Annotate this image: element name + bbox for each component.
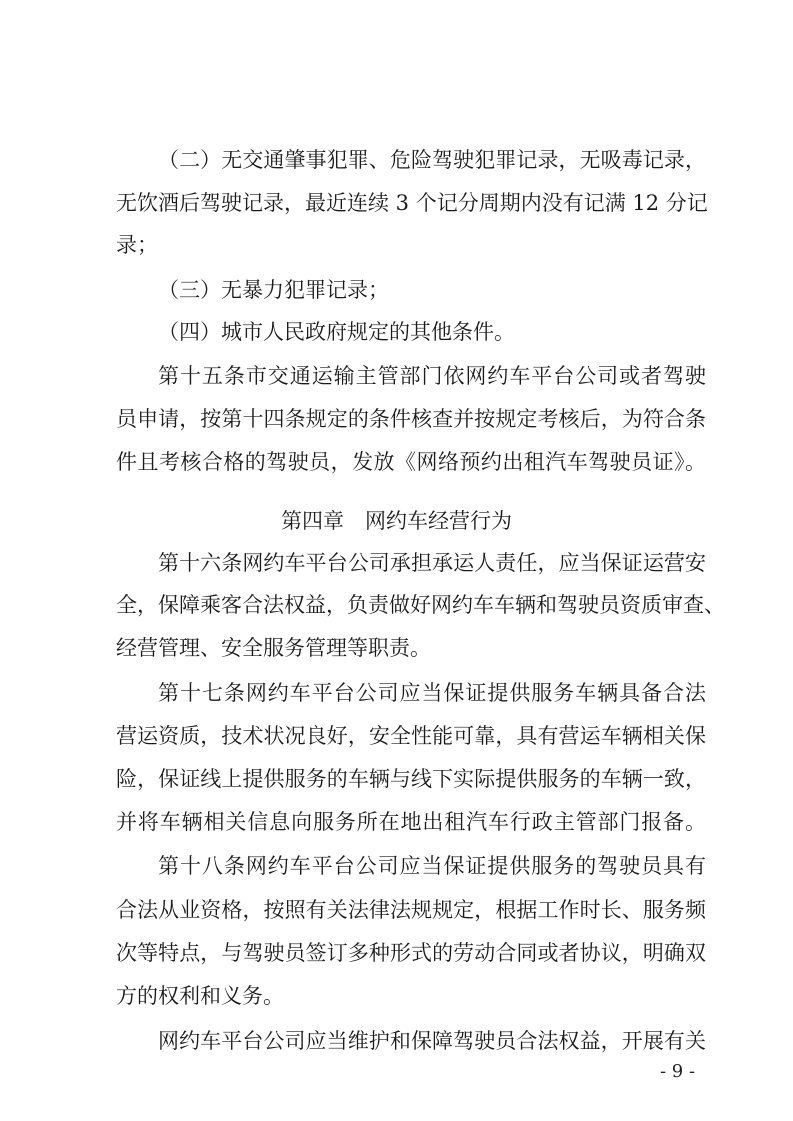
paragraph-line: （二）无交通肇事犯罪、危险驾驶犯罪记录，无吸毒记录， xyxy=(158,148,706,172)
paragraph-line: 合法从业资格，按照有关法律法规规定，根据工作时长、服务频 xyxy=(116,898,706,922)
paragraph-line: 险，保证线上提供服务的车辆与线下实际提供服务的车辆一致， xyxy=(116,767,706,791)
paragraph-line: 并将车辆相关信息向服务所在地出租汽车行政主管部门报备。 xyxy=(116,810,706,834)
chapter-heading: 第四章 网约车经营行为 xyxy=(281,509,512,533)
paragraph-line: 全，保障乘客合法权益，负责做好网约车车辆和驾驶员资质审查、 xyxy=(116,593,725,617)
paragraph-line: 次等特点，与驾驶员签订多种形式的劳动合同或者协议，明确双 xyxy=(116,941,706,965)
paragraph-line: 第十六条网约车平台公司承担承运人责任，应当保证运营安 xyxy=(158,551,706,575)
paragraph-line: （四）城市人民政府规定的其他条件。 xyxy=(158,320,515,344)
paragraph-line: 网约车平台公司应当维护和保障驾驶员合法权益，开展有关 xyxy=(158,1029,706,1053)
paragraph-line: 第十八条网约车平台公司应当保证提供服务的驾驶员具有 xyxy=(158,854,706,878)
paragraph-line: 员申请，按第十四条规定的条件核查并按规定考核后，为符合条 xyxy=(116,407,706,431)
paragraph-line: 经营管理、安全服务管理等职责。 xyxy=(116,636,431,660)
paragraph-line: 录； xyxy=(116,233,158,257)
paragraph-line: 营运资质，技术状况良好，安全性能可靠，具有营运车辆相关保 xyxy=(116,724,706,748)
paragraph-line: 方的权利和义务。 xyxy=(116,984,284,1008)
paragraph-line: 第十五条市交通运输主管部门依网约车平台公司或者驾驶 xyxy=(158,364,706,388)
paragraph-line: 件且考核合格的驾驶员，发放《网络预约出租汽车驾驶员证》。 xyxy=(116,450,706,474)
paragraph-line: 第十七条网约车平台公司应当保证提供服务车辆具备合法 xyxy=(158,681,706,705)
paragraph-line: 无饮酒后驾驶记录，最近连续 3 个记分周期内没有记满 12 分记 xyxy=(116,191,708,215)
paragraph-line: （三）无暴力犯罪记录； xyxy=(158,278,389,302)
page-number: - 9 - xyxy=(660,1061,696,1082)
